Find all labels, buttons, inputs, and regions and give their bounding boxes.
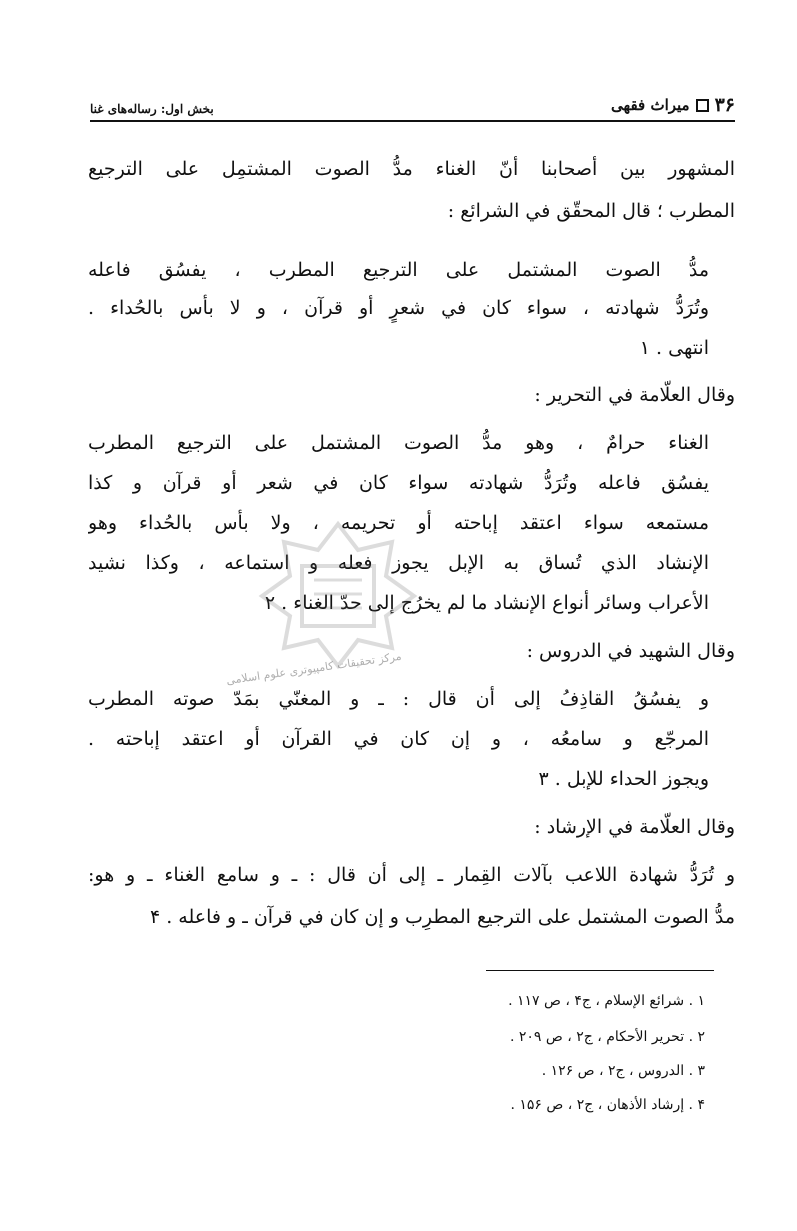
quote-line: الأعراب وسائر أنواع الإنشاد ما لم يخرُج إلى حدّ الغناء . ۲	[264, 592, 709, 614]
quote-line: المرجّع و سامعُه ، و إن كان في القرآن أو اعتقد إباحته .	[88, 728, 709, 750]
footnote: ۴ . إرشاد الأذهان ، ج۲ ، ص ۱۵۶ .	[510, 1097, 705, 1113]
square-bullet-icon	[696, 99, 709, 112]
text-line: مدُّ الصوت المشتمل على الترجيع المطرِب و إن كان في قرآن ـ و فاعله . ۴	[149, 906, 735, 928]
quote-line: و يفسُقُ القاذِفُ إلى أن قال : ـ و المغنّي بمَدّ صوته المطرب	[88, 688, 709, 710]
book-title: میراث فقهی	[611, 96, 690, 114]
footnote: ۱ . شرائع الإسلام ، ج۴ ، ص ۱۱۷ .	[508, 993, 705, 1009]
section-title: بخش اول: رساله‌های غنا	[90, 102, 214, 116]
quote-line: ويجوز الحداء للإبل . ۳	[538, 768, 709, 790]
header-right	[611, 94, 735, 116]
quote-line: الإنشاد الذي تُساق به الإبل يجوز فعله و استماعه ، وكذا نشيد	[88, 552, 709, 574]
quote-line: مدُّ الصوت المشتمل على الترجيع المطرب ، يفسُق فاعله	[88, 259, 709, 281]
running-header	[90, 86, 735, 122]
watermark-emblem-icon	[258, 520, 418, 670]
text-line: و تُرَدُّ شهادة اللاعب بآلات القِمار ـ إلى أن قال : ـ و سامع الغناء ـ و هو:	[88, 864, 735, 886]
quote-line: الغناء حرامٌ ، وهو مدُّ الصوت المشتمل على الترجيع المطرب	[88, 432, 709, 454]
intro-line: وقال العلّامة في التحرير :	[534, 384, 735, 406]
footnote: ۲ . تحرير الأحكام ، ج۲ ، ص ۲۰۹ .	[509, 1029, 705, 1045]
footnote-rule	[486, 970, 714, 971]
watermark-text: مرکز تحقیقات کامپیوتری علوم اسلامی	[225, 649, 403, 688]
quote-line: وتُرَدُّ شهادته ، سواء كان في شعرٍ أو قرآن ، و لا بأس بالحُداء .	[88, 297, 709, 319]
intro-line: وقال العلّامة في الإرشاد :	[534, 816, 735, 838]
text-line: المشهور بين أصحابنا أنّ الغناء مدُّ الصوت المشتمِل على الترجيع	[88, 158, 735, 180]
text-line: المطرب ؛ قال المحقّق في الشرائع :	[447, 200, 735, 222]
page-number: ۳۶	[714, 94, 735, 116]
quote-line: مستمعه سواء اعتقد إباحته أو تحريمه ، ولا بأس بالحُداء وهو	[88, 512, 709, 534]
intro-line: وقال الشهيد في الدروس :	[526, 640, 735, 662]
footnote: ۳ . الدروس ، ج۲ ، ص ۱۲۶ .	[541, 1063, 705, 1079]
quote-line: انتهى . ۱	[639, 337, 709, 359]
quote-line: يفسُق فاعله وتُرَدُّ شهادته سواء كان في شعر أو قرآن و كذا	[88, 472, 709, 494]
